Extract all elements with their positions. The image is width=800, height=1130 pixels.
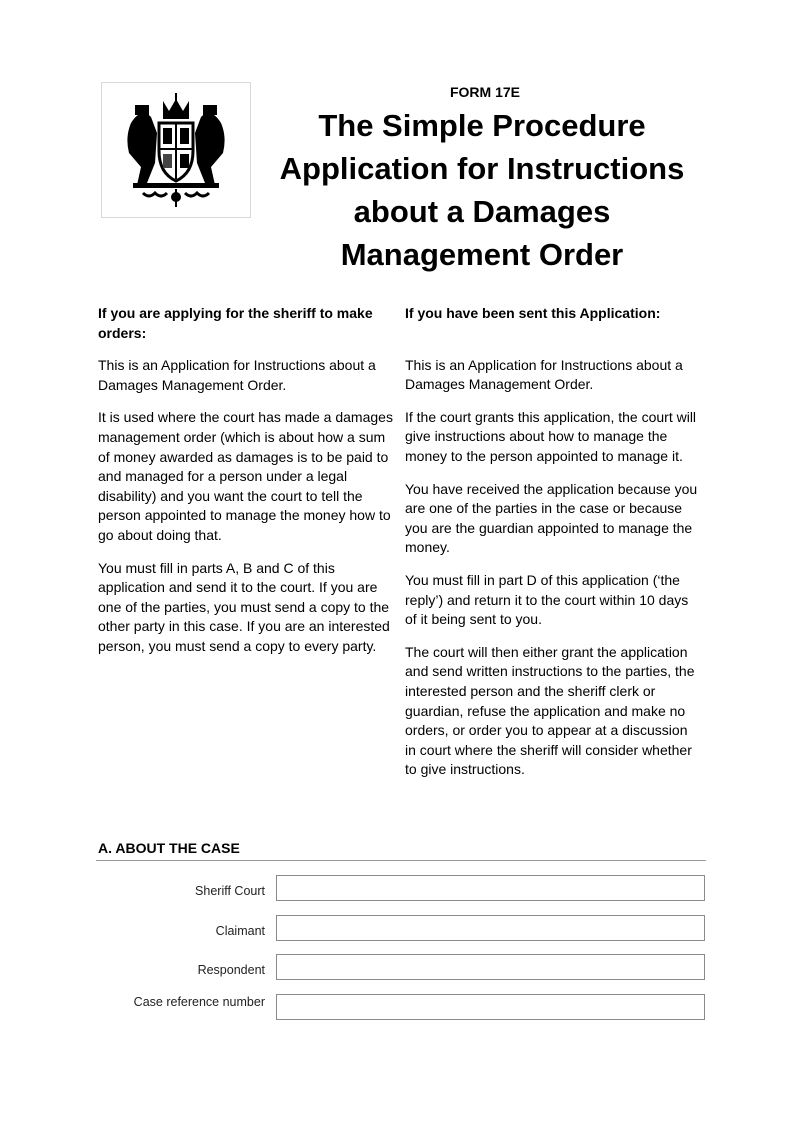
paragraph: This is an Application for Instructions about a Damages Management Order. (98, 357, 376, 393)
paragraph: This is an Application for Instructions about a Damages Management Order. (405, 356, 683, 393)
field-claimant (98, 915, 706, 942)
title-line: about a Damages (353, 194, 611, 229)
paragraph: It is used where the court has made a damages management order (which is about how a sum of money awarded as damages is to be paid to and managed for a person under a legal disability) and you want the court to tell the person appointed to manage the money how to go about doing that. (98, 409, 393, 543)
respondent-input[interactable] (276, 954, 705, 980)
sheriff-court-input[interactable] (276, 875, 705, 901)
respondent-label: Respondent (197, 963, 265, 977)
coat-of-arms-icon (121, 93, 231, 208)
crest-logo (101, 82, 251, 218)
field-case-reference (98, 994, 706, 1021)
recipient-guidance-heading: If you have been sent this Application: (405, 305, 661, 321)
paragraph: You must fill in part D of this application (‘the reply’) and return it to the court within 10 days of it being sent to you. (405, 571, 689, 628)
title-line: Management Order (340, 237, 624, 272)
applicant-guidance (98, 304, 394, 670)
paragraph: If the court grants this application, the court will give instructions about how to manage the money to the person appointed to manage it. (405, 408, 697, 464)
page-title (262, 104, 702, 276)
paragraph: You must fill in parts A, B and C of this application and send it to the court. If you are one of the parties, you must send a copy to the other party in this case. If you are an interested person, you must send a copy to every party. (98, 559, 390, 654)
title-line: Application for Instructions (279, 151, 685, 186)
section-a-heading: A. ABOUT THE CASE (98, 840, 240, 856)
case-reference-input[interactable] (276, 994, 705, 1020)
field-sheriff-court (98, 875, 706, 902)
recipient-guidance (405, 304, 701, 793)
paragraph: The court will then either grant the application and send written instructions to the parties, the interested person and the sheriff clerk or guardian, refuse the application and make no orders, or order you to appear at a discussion in court where the sheriff will consider whether to give instructions. (405, 643, 695, 778)
claimant-input[interactable] (276, 915, 705, 941)
form-number: FORM 17E (449, 84, 520, 100)
paragraph: You have received the application because you are one of the parties in the case or because you are the guardian appointed to manage the money. (405, 480, 698, 556)
section-divider (96, 860, 706, 861)
applicant-guidance-heading: If you are applying for the sheriff to make orders: (98, 305, 373, 341)
sheriff-court-label: Sheriff Court (195, 884, 265, 898)
case-reference-label: Case reference number (133, 995, 265, 1009)
title-line: The Simple Procedure (318, 108, 646, 143)
claimant-label: Claimant (215, 924, 265, 938)
field-respondent (98, 954, 706, 981)
